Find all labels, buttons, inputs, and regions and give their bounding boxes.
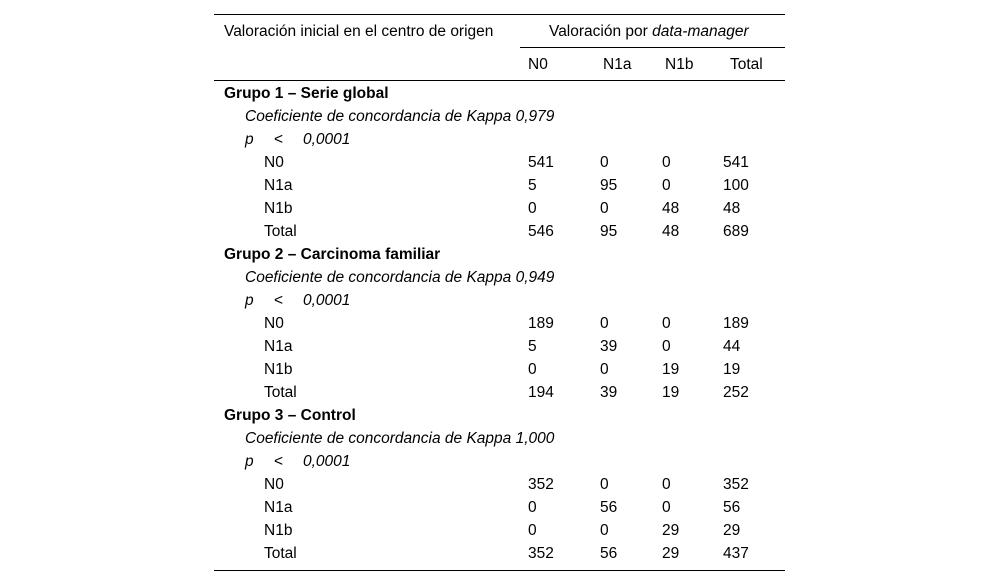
table-row bbox=[214, 335, 785, 358]
cell-value: 0 bbox=[600, 154, 609, 171]
cell-value: 541 bbox=[723, 154, 749, 171]
cell-value: 541 bbox=[528, 154, 554, 171]
col-header-n0: N0 bbox=[528, 56, 548, 73]
kappa-row bbox=[214, 427, 785, 450]
cell-value: 0 bbox=[600, 522, 609, 539]
table-row bbox=[214, 473, 785, 496]
header-right bbox=[549, 22, 749, 42]
group-title: Grupo 3 – Control bbox=[224, 407, 356, 424]
col-header-total: Total bbox=[730, 56, 763, 73]
row-label: N0 bbox=[264, 154, 284, 171]
subheader-rule bbox=[520, 47, 785, 48]
p-value-row bbox=[214, 450, 785, 473]
cell-value: 19 bbox=[662, 384, 680, 401]
cell-value: 546 bbox=[528, 223, 554, 240]
row-label: N1a bbox=[264, 177, 293, 194]
cell-value: 5 bbox=[528, 177, 537, 194]
table-row bbox=[214, 496, 785, 519]
cell-value: 0 bbox=[662, 177, 671, 194]
cell-value: 19 bbox=[662, 361, 680, 378]
cell-value: 0 bbox=[600, 476, 609, 493]
cell-value: 100 bbox=[723, 177, 749, 194]
p-operator: < bbox=[274, 453, 284, 470]
header-right-italic: data-manager bbox=[652, 23, 749, 40]
p-operator: < bbox=[274, 292, 284, 309]
bottom-rule bbox=[214, 570, 785, 571]
cell-value: 56 bbox=[600, 499, 618, 516]
cell-value: 0 bbox=[600, 315, 609, 332]
p-label: p bbox=[245, 131, 254, 148]
row-label: N1b bbox=[264, 522, 293, 539]
cell-value: 0 bbox=[600, 200, 609, 217]
cell-value: 29 bbox=[723, 522, 741, 539]
kappa-row bbox=[214, 266, 785, 289]
cell-value: 0 bbox=[662, 499, 671, 516]
p-operator: < bbox=[274, 131, 284, 148]
p-value-row bbox=[214, 128, 785, 151]
header-rule bbox=[214, 80, 785, 81]
row-label: Total bbox=[264, 223, 297, 240]
cell-value: 0 bbox=[528, 499, 537, 516]
header-left: Valoración inicial en el centro de origen bbox=[224, 23, 494, 40]
cell-value: 0 bbox=[662, 315, 671, 332]
p-label: p bbox=[245, 292, 254, 309]
p-value: 0,0001 bbox=[303, 131, 351, 148]
cell-value: 0 bbox=[662, 476, 671, 493]
group-title: Grupo 2 – Carcinoma familiar bbox=[224, 246, 441, 263]
cell-value: 48 bbox=[662, 223, 680, 240]
row-label: N1b bbox=[264, 361, 293, 378]
cell-value: 352 bbox=[723, 476, 749, 493]
cell-value: 689 bbox=[723, 223, 749, 240]
p-value: 0,0001 bbox=[303, 292, 351, 309]
cell-value: 189 bbox=[723, 315, 749, 332]
p-value-row bbox=[214, 289, 785, 312]
row-label: Total bbox=[264, 545, 297, 562]
cell-value: 0 bbox=[528, 522, 537, 539]
cell-value: 352 bbox=[528, 476, 554, 493]
cell-value: 56 bbox=[723, 499, 741, 516]
cell-value: 194 bbox=[528, 384, 554, 401]
cell-value: 0 bbox=[662, 338, 671, 355]
row-label: N1a bbox=[264, 499, 293, 516]
cell-value: 95 bbox=[600, 223, 618, 240]
table-row bbox=[214, 197, 785, 220]
kappa-coefficient: Coeficiente de concordancia de Kappa 0,949 bbox=[245, 269, 555, 286]
group-title-row bbox=[214, 243, 785, 266]
kappa-row bbox=[214, 105, 785, 128]
group-title-row bbox=[214, 404, 785, 427]
cell-value: 56 bbox=[600, 545, 618, 562]
group-title-row bbox=[214, 82, 785, 105]
cell-value: 48 bbox=[662, 200, 680, 217]
cell-value: 189 bbox=[528, 315, 554, 332]
row-label: N0 bbox=[264, 315, 284, 332]
row-label: N1a bbox=[264, 338, 293, 355]
cell-value: 0 bbox=[528, 361, 537, 378]
cell-value: 29 bbox=[662, 522, 680, 539]
cell-value: 39 bbox=[600, 384, 618, 401]
cell-value: 29 bbox=[662, 545, 680, 562]
cell-value: 5 bbox=[528, 338, 537, 355]
p-label: p bbox=[245, 453, 254, 470]
cell-value: 48 bbox=[723, 200, 741, 217]
table-row bbox=[214, 151, 785, 174]
col-header-n1b: N1b bbox=[665, 56, 694, 73]
row-label: Total bbox=[264, 384, 297, 401]
header-right-prefix: Valoración por bbox=[549, 23, 653, 40]
table-row bbox=[214, 542, 785, 565]
cell-value: 0 bbox=[600, 361, 609, 378]
row-label: N1b bbox=[264, 200, 293, 217]
table-row bbox=[214, 220, 785, 243]
col-header-n1a: N1a bbox=[603, 56, 632, 73]
cell-value: 252 bbox=[723, 384, 749, 401]
table-row bbox=[214, 381, 785, 404]
cell-value: 19 bbox=[723, 361, 741, 378]
table-row bbox=[214, 312, 785, 335]
cell-value: 0 bbox=[662, 154, 671, 171]
cell-value: 44 bbox=[723, 338, 741, 355]
table-row bbox=[214, 519, 785, 542]
row-label: N0 bbox=[264, 476, 284, 493]
group-title: Grupo 1 – Serie global bbox=[224, 85, 389, 102]
kappa-coefficient: Coeficiente de concordancia de Kappa 1,000 bbox=[245, 430, 555, 447]
table-row bbox=[214, 174, 785, 197]
table-row bbox=[214, 358, 785, 381]
cell-value: 39 bbox=[600, 338, 618, 355]
cell-value: 0 bbox=[528, 200, 537, 217]
kappa-coefficient: Coeficiente de concordancia de Kappa 0,979 bbox=[245, 108, 555, 125]
cell-value: 352 bbox=[528, 545, 554, 562]
p-value: 0,0001 bbox=[303, 453, 351, 470]
top-rule bbox=[214, 14, 785, 15]
cell-value: 95 bbox=[600, 177, 618, 194]
cell-value: 437 bbox=[723, 545, 749, 562]
